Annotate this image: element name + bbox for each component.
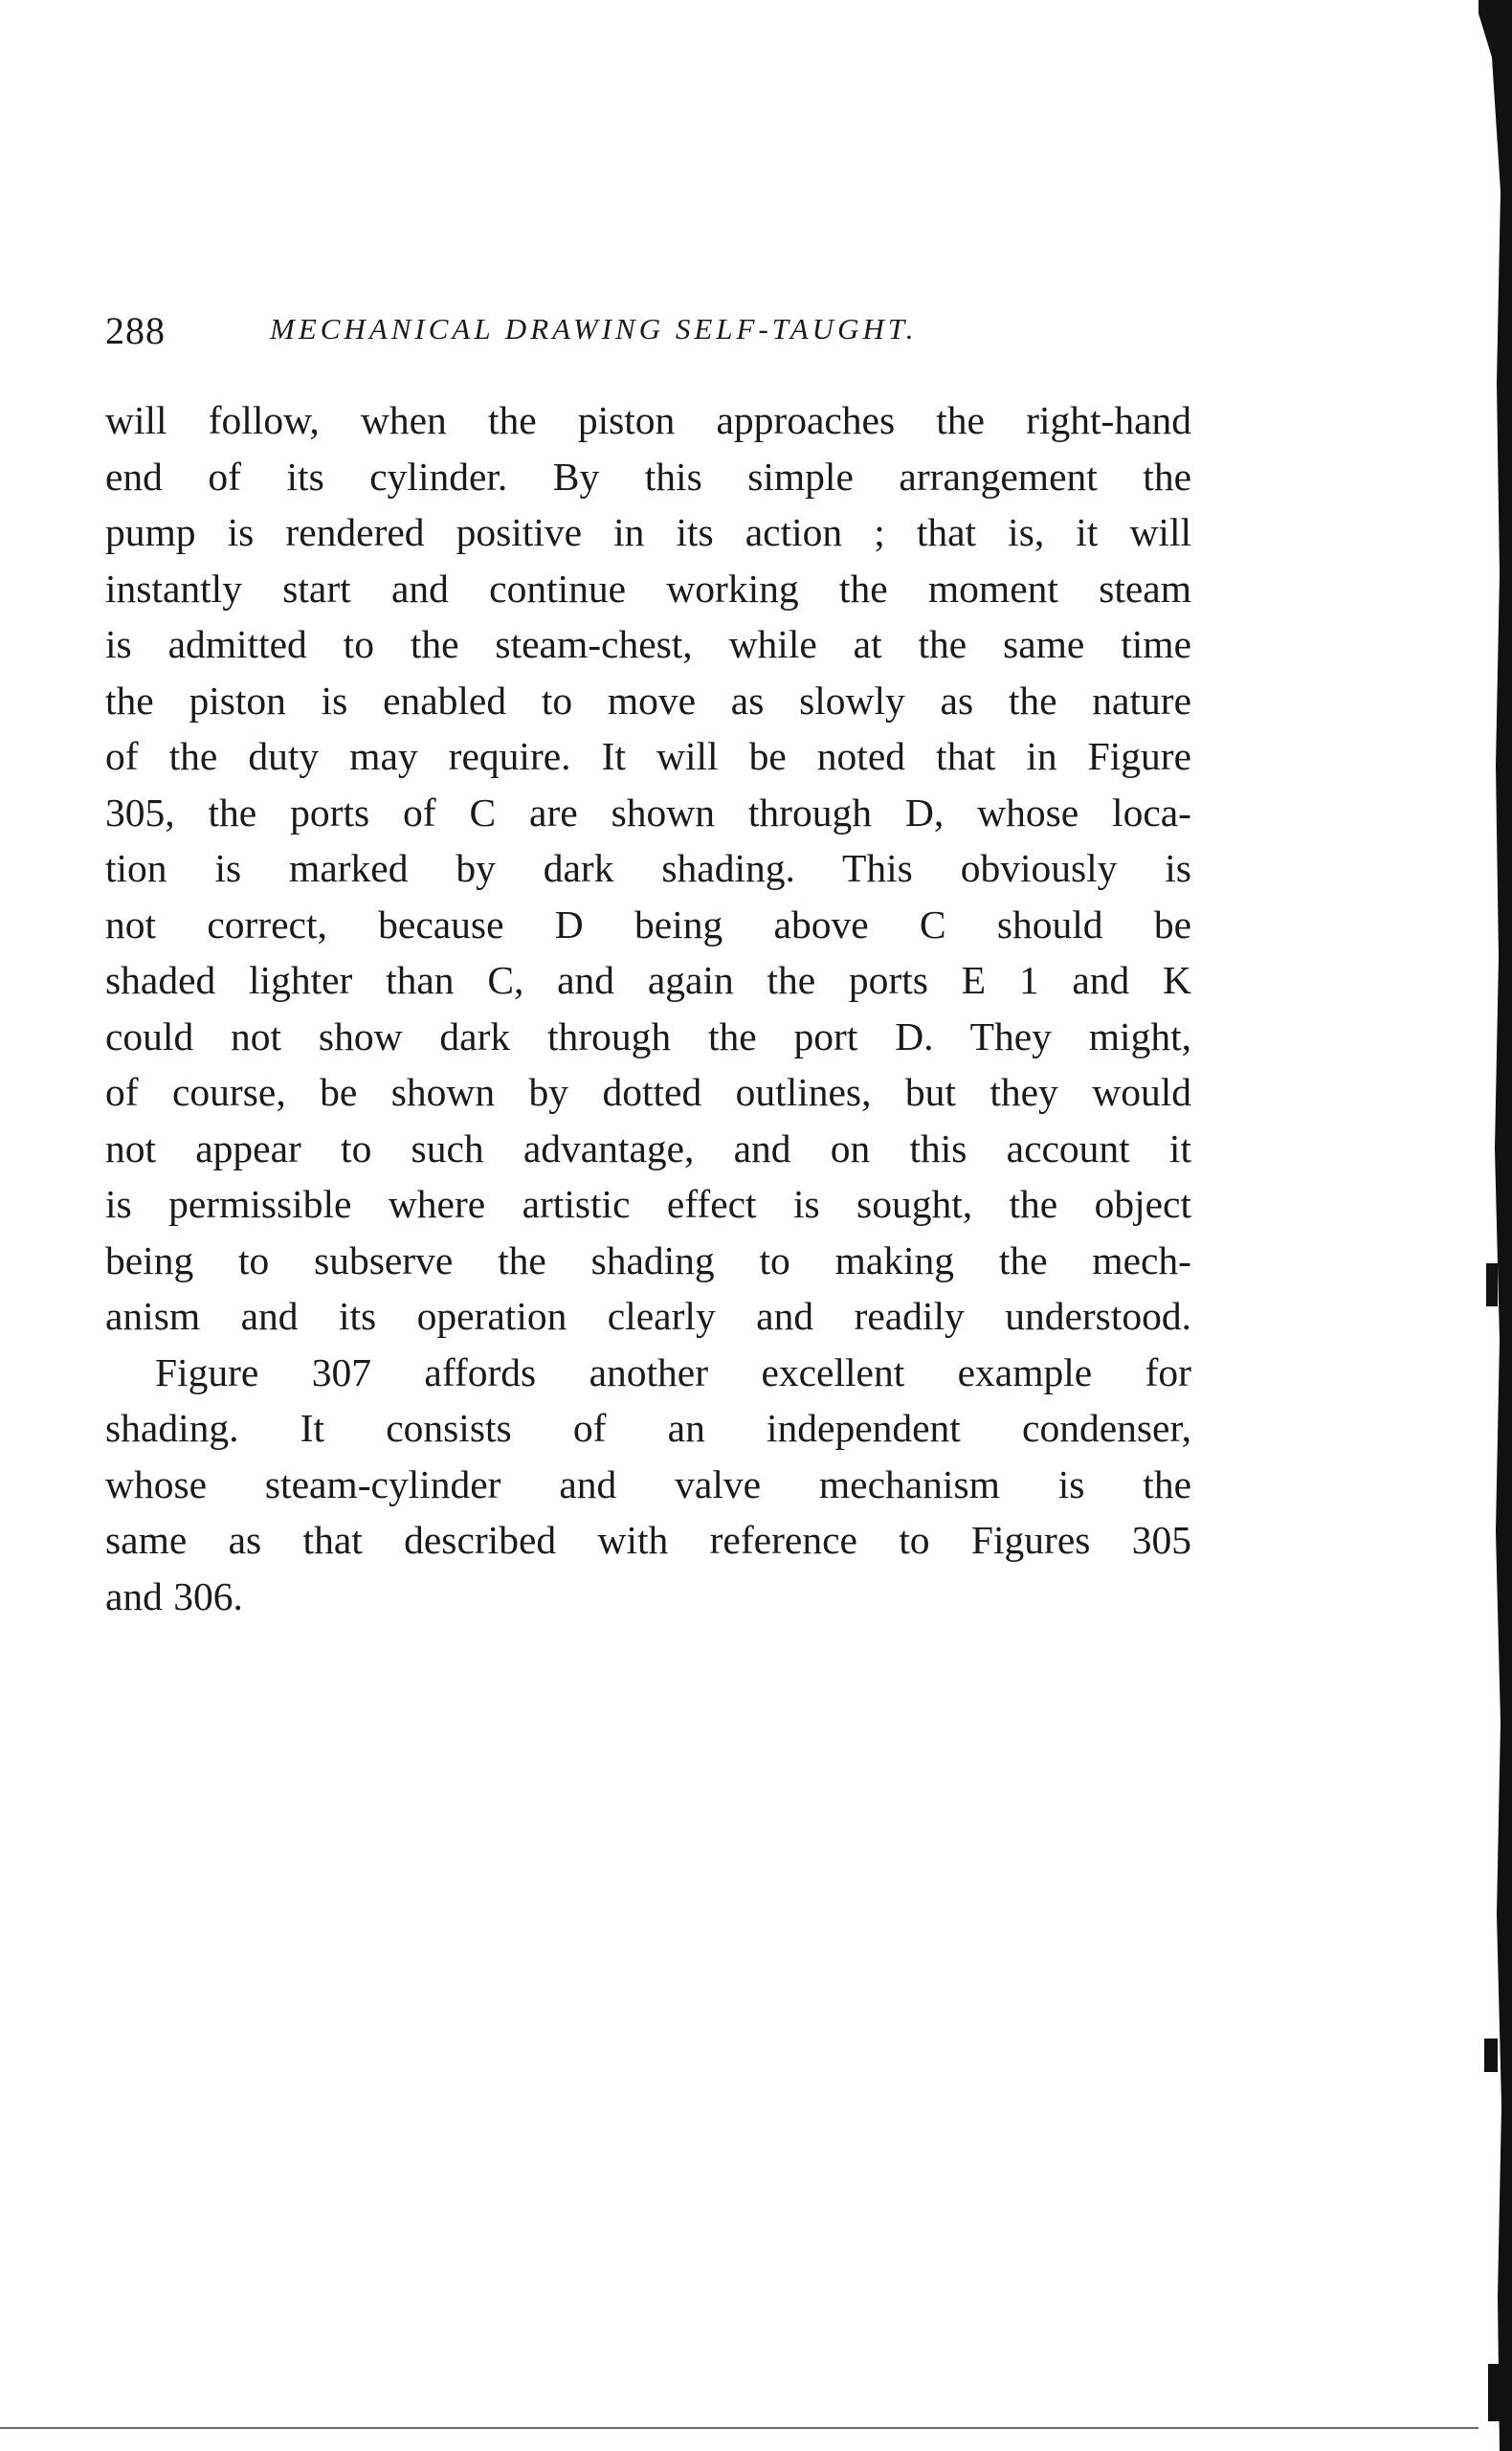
- text-line: could not show dark through the port D. They might,: [105, 1014, 1191, 1058]
- scanned-page-edge: [1479, 0, 1512, 2451]
- body-text: [105, 392, 1191, 1624]
- text-line: 305, the ports of C are shown through D, whose loca-: [105, 790, 1191, 835]
- text-line: end of its cylinder. By this simple arrangement the: [105, 454, 1191, 499]
- text-line: not correct, because D being above C should be: [105, 902, 1191, 947]
- text-line: whose steam-cylinder and valve mechanism is the: [105, 1461, 1191, 1506]
- text-line: will follow, when the piston approaches the right-hand: [105, 398, 1191, 442]
- page-number: 288: [105, 309, 166, 352]
- text-line: is permissible where artistic effect is sought, the object: [105, 1182, 1191, 1226]
- text-line: of the duty may require. It will be noted that in Figure: [105, 734, 1191, 778]
- text-line: being to subserve the shading to making the mech-: [105, 1237, 1191, 1282]
- paragraph-2: [105, 1345, 1191, 1625]
- text-line: shaded lighter than C, and again the ports E 1 and K: [105, 958, 1191, 1002]
- bottom-rule: [0, 2427, 1479, 2429]
- text-line: same as that described with reference to Figures 305: [105, 1518, 1191, 1562]
- text-line: Figure 307 affords another excellent example for: [155, 1349, 1191, 1394]
- text-line: the piston is enabled to move as slowly as the nature: [105, 678, 1191, 723]
- text-line: is admitted to the steam-chest, while at the same time: [105, 622, 1191, 666]
- text-line: tion is marked by dark shading. This obviously is: [105, 846, 1191, 890]
- text-line: not appear to such advantage, and on this account it: [105, 1125, 1191, 1170]
- text-line: and 306.: [105, 1573, 243, 1618]
- running-head: [105, 308, 1196, 366]
- text-line: instantly start and continue working the moment steam: [105, 566, 1191, 611]
- text-line: of course, be shown by dotted outlines, but they would: [105, 1070, 1191, 1114]
- text-line: pump is rendered positive in its action ; that is, it will: [105, 510, 1191, 554]
- text-line: shading. It consists of an independent condenser,: [105, 1406, 1191, 1450]
- running-title: MECHANICAL DRAWING SELF-TAUGHT.: [270, 312, 918, 345]
- paragraph-1: [105, 392, 1191, 1345]
- text-line: anism and its operation clearly and readily understood.: [105, 1294, 1191, 1338]
